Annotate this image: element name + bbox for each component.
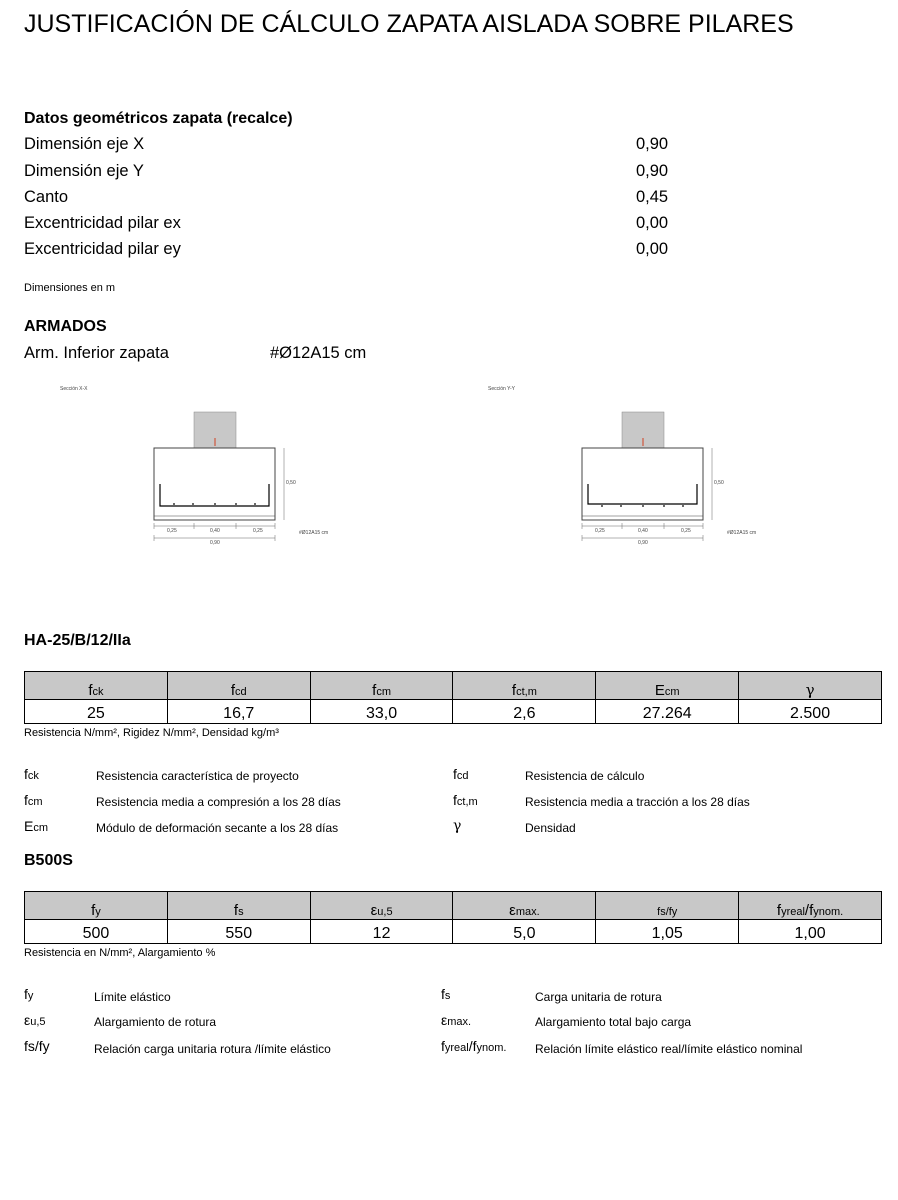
armados-heading: ARMADOS	[24, 318, 107, 335]
steel-note: Resistencia en N/mm², Alargamiento %	[24, 947, 216, 959]
rebar-bars-x	[173, 503, 256, 505]
geometry-value-canto: 0,45	[636, 188, 669, 206]
legend-symbol-emax: εmax.	[441, 1012, 472, 1028]
armados-label: Arm. Inferior zapata	[24, 344, 169, 362]
concrete-note: Resistencia N/mm², Rigidez N/mm², Densidad kg/m³	[24, 727, 279, 739]
legend-symbol-fcm: fcm	[24, 792, 43, 808]
concrete-header-gamma: γ	[739, 672, 882, 700]
section-y-dim-1: 0,25	[595, 528, 605, 534]
legend-desc-fyreal-fynom: Relación límite elástico real/límite elástico nominal	[535, 1042, 803, 1056]
legend-desc-fs-fy: Relación carga unitaria rotura /límite elástico	[94, 1042, 331, 1056]
legend-symbol-fyreal-fynom: fyreal/fynom.	[441, 1038, 507, 1054]
geometry-label-dim-x: Dimensión eje X	[24, 135, 145, 153]
legend-desc-fctm: Resistencia media a tracción a los 28 días	[525, 795, 750, 809]
steel-value-row	[25, 920, 882, 944]
steel-value-emax: 5,0	[453, 920, 596, 944]
geometry-value-ey: 0,00	[636, 240, 669, 258]
section-x-dim-1: 0,25	[167, 528, 177, 534]
section-y-dim-2: 0,40	[638, 528, 648, 534]
section-y-dim-3: 0,25	[681, 528, 691, 534]
section-y-title: Sección Y-Y	[488, 386, 515, 392]
steel-header-fy: fy	[25, 892, 168, 920]
concrete-header-row	[25, 672, 882, 700]
geometry-value-dim-y: 0,90	[636, 162, 669, 180]
legend-symbol-eu5: εu,5	[24, 1012, 46, 1028]
armados-value: #Ø12A15 cm	[270, 344, 367, 362]
geometry-value-ex: 0,00	[636, 214, 669, 232]
legend-desc-fcd: Resistencia de cálculo	[525, 769, 645, 783]
legend-desc-fy: Límite elástico	[94, 990, 171, 1004]
geometry-label-canto: Canto	[24, 188, 69, 206]
section-y-drawing	[468, 380, 788, 560]
steel-value-fy: 500	[25, 920, 168, 944]
concrete-header-fcm: fcm	[310, 672, 453, 700]
concrete-header-fctm: fct,m	[453, 672, 596, 700]
legend-symbol-fctm: fct,m	[453, 792, 478, 808]
rebar-bars-y	[601, 505, 684, 507]
legend-desc-fcm: Resistencia media a compresión a los 28 días	[96, 795, 341, 809]
geometry-label-dim-y: Dimensión eje Y	[24, 162, 144, 180]
legend-desc-fck: Resistencia característica de proyecto	[96, 769, 299, 783]
section-x-dim-2: 0,40	[210, 528, 220, 534]
concrete-header-ecm: Ecm	[596, 672, 739, 700]
concrete-value-fcm: 33,0	[310, 700, 453, 724]
steel-header-fs: fs	[167, 892, 310, 920]
section-y-total: 0,90	[638, 540, 648, 546]
geometry-label-ex: Excentricidad pilar ex	[24, 214, 181, 232]
legend-desc-ecm: Módulo de deformación secante a los 28 días	[96, 821, 339, 835]
steel-value-fyreal-fynom: 1,00	[739, 920, 882, 944]
rebar-x	[160, 484, 269, 506]
steel-heading: B500S	[24, 852, 73, 869]
concrete-value-fctm: 2,6	[453, 700, 596, 724]
footing-y	[582, 448, 703, 520]
section-x-height-label: 0,50	[286, 480, 296, 486]
steel-header-emax: εmax.	[453, 892, 596, 920]
concrete-header-fcd: fcd	[167, 672, 310, 700]
steel-table	[24, 891, 882, 944]
concrete-value-ecm: 27.264	[596, 700, 739, 724]
section-x-dim-3: 0,25	[253, 528, 263, 534]
legend-symbol-ecm: Ecm	[24, 818, 49, 834]
section-x-drawing	[40, 380, 360, 560]
units-note: Dimensiones en m	[24, 282, 116, 294]
legend-desc-eu5: Alargamiento de rotura	[94, 1015, 217, 1029]
concrete-value-gamma: 2.500	[739, 700, 882, 724]
geometry-label-ey: Excentricidad pilar ey	[24, 240, 181, 258]
section-y-height-label: 0,50	[714, 480, 724, 486]
steel-header-fs-fy: fs/fy	[596, 892, 739, 920]
concrete-value-row	[25, 700, 882, 724]
legend-desc-emax: Alargamiento total bajo carga	[535, 1015, 692, 1029]
legend-symbol-fs: fs	[441, 986, 451, 1002]
concrete-value-fcd: 16,7	[167, 700, 310, 724]
rebar-y	[588, 484, 697, 504]
legend-symbol-gamma: γ	[453, 818, 462, 834]
legend-desc-fs: Carga unitaria de rotura	[535, 990, 662, 1004]
legend-symbol-fs-fy: fs/fy	[24, 1038, 50, 1054]
concrete-heading: HA-25/B/12/IIa	[24, 632, 131, 649]
legend-symbol-fy: fy	[24, 986, 34, 1002]
section-x-total: 0,90	[210, 540, 220, 546]
steel-header-row	[25, 892, 882, 920]
concrete-header-fck: fck	[25, 672, 168, 700]
steel-value-fs-fy: 1,05	[596, 920, 739, 944]
legend-symbol-fck: fck	[24, 766, 39, 782]
concrete-table	[24, 671, 882, 724]
legend-symbol-fcd: fcd	[453, 766, 469, 782]
geometry-value-dim-x: 0,90	[636, 135, 669, 153]
footing-x	[154, 448, 275, 520]
section-x-title: Sección X-X	[60, 386, 88, 392]
steel-header-fyreal-fynom: fyreal/fynom.	[739, 892, 882, 920]
steel-header-eu5: εu,5	[310, 892, 453, 920]
concrete-value-fck: 25	[25, 700, 168, 724]
steel-value-eu5: 12	[310, 920, 453, 944]
geometry-heading: Datos geométricos zapata (recalce)	[24, 110, 293, 127]
legend-desc-gamma: Densidad	[525, 821, 576, 835]
section-y-rebar-label: #Ø12A15 cm	[727, 530, 757, 536]
section-x-rebar-label: #Ø12A15 cm	[299, 530, 329, 536]
page-title: JUSTIFICACIÓN DE CÁLCULO ZAPATA AISLADA SOBRE PILARES	[24, 10, 794, 38]
steel-value-fs: 550	[167, 920, 310, 944]
